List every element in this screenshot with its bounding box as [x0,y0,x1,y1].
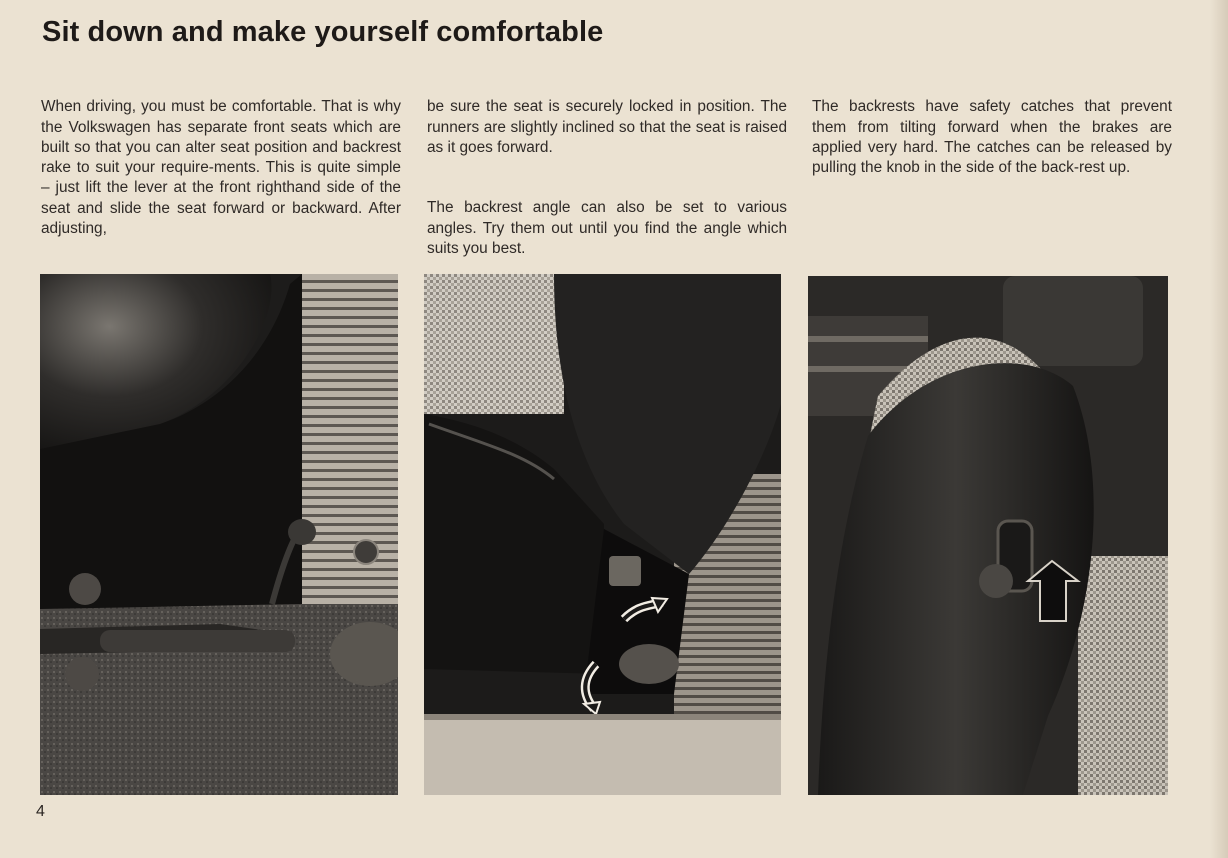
column-3-paragraph-1: The backrests have safety catches that prevent them from tilting forward when the brakes are applied very hard. The catches can be released by pulling the knob in the side of the back-rest up. [812,98,1172,177]
column-1-paragraph-1: When driving, you must be comfortable. That is why the Volkswagen has separate front seats which are built so that you can alter seat position and backrest rake to suit your require-ments. This is quite simple – just lift the lever at the front righthand side of the seat and slide the seat forward or backward. After adjusting, [41,98,401,238]
column-2-paragraph-1: be sure the seat is securely locked in position. The runners are slightly inclined so that the seat is raised as it goes forward. [427,98,787,156]
column-2-paragraph-2: The backrest angle can also be set to various angles. Try them out until you find the angle which suits you best. [427,199,787,258]
text-column-3 [812,77,1172,219]
text-column-2 [427,77,787,300]
page-title: Sit down and make yourself comfortable [42,16,604,48]
photo-backrest-catch [808,276,1168,795]
photo-seat-lever [40,274,398,795]
page-number: 4 [36,803,45,820]
photo-backrest-adjustment [424,274,781,795]
page-edge-shadow [1210,0,1228,858]
text-column-1 [41,77,401,280]
